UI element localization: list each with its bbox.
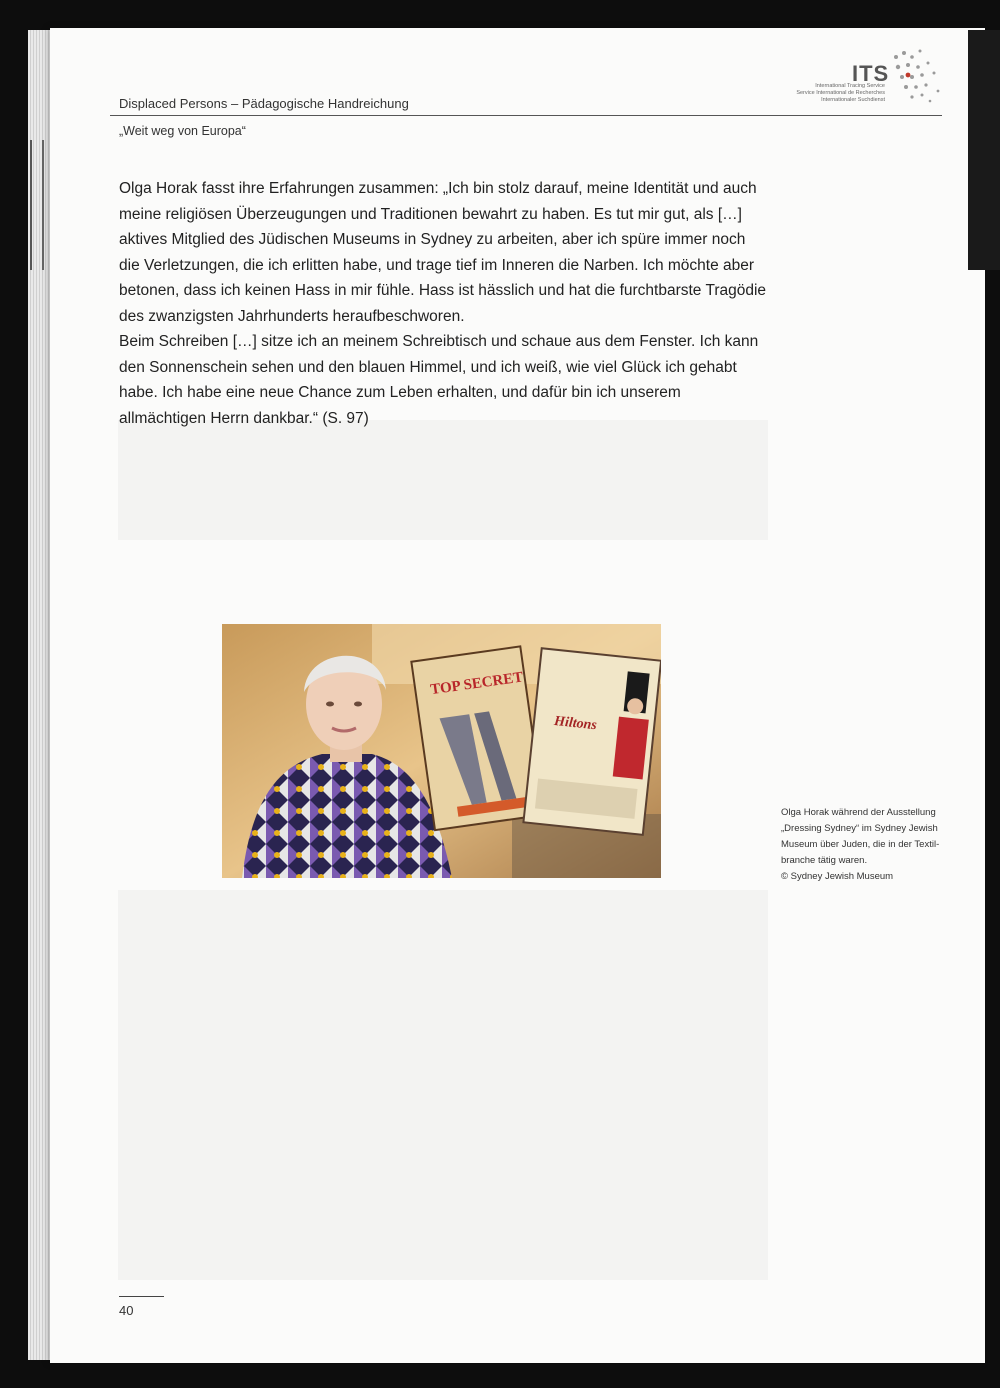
section-title: „Weit weg von Europa“ xyxy=(119,124,246,138)
background-strip xyxy=(968,30,1000,270)
show-through-block xyxy=(118,420,768,540)
page-number: 40 xyxy=(119,1303,134,1318)
show-through-block xyxy=(118,890,768,1280)
caption-credit: © Sydney Jewish Museum xyxy=(781,871,894,882)
logo-line-2: Service International de Recherches xyxy=(796,90,885,96)
poster2-title: Hiltons xyxy=(553,713,598,734)
photo-caption xyxy=(781,805,956,885)
caption-line: Museum über Juden, die in der Textil- xyxy=(781,839,940,850)
caption-line: Olga Horak während der Ausstellung xyxy=(781,807,936,818)
dot-pattern-icon xyxy=(888,45,948,110)
logo-line-3: Internationaler Suchdienst xyxy=(821,97,885,103)
running-header: Displaced Persons – Pädagogische Handreichung xyxy=(119,96,409,111)
its-logo xyxy=(770,45,945,115)
body-text xyxy=(119,176,769,431)
background-strip xyxy=(985,270,1000,1360)
photo-olga-horak xyxy=(222,624,661,878)
caption-line: branche tätig waren. xyxy=(781,855,868,866)
header-rule xyxy=(110,115,942,116)
photo-illustration xyxy=(222,624,661,878)
footer-rule xyxy=(119,1296,164,1297)
paragraph: Olga Horak fasst ihre Erfahrungen zusammen: „Ich bin stolz darauf, meine Identität und auch meine religiösen Überzeugungen und Traditionen bewahrt zu haben. Es tut mir gut, als […] aktives Mitglied des Jüdischen Museums in Sydney zu arbeiten, aber ich spüre immer noch die Verletzungen, die ich erlitten habe, und trage tief im Inneren die Narben. Ich möchte aber betonen, dass ich keinen Hass in mir fühle. Hass ist hässlich und hat die furchtbarste Tragödie des zwanzigsten Jahrhunderts heraufbeschworen. xyxy=(119,180,767,325)
logo-line-1: International Tracing Service xyxy=(815,83,885,89)
poster1-title: TOP SECRET xyxy=(429,669,525,699)
logo-mark: ITS xyxy=(852,61,890,86)
caption-line: „Dressing Sydney“ im Sydney Jewish xyxy=(781,823,938,834)
spine-marks xyxy=(30,140,44,270)
paragraph: Beim Schreiben […] sitze ich an meinem Schreibtisch und schaue aus dem Fenster. Ich kann den Sonnenschein sehen und den blauen Himmel, und ich weiß, wie viel Glück ich gehabt habe. Ich habe eine neue Chance zum Leben erhalten, und dafür bin ich unserem allmächtigen Herrn dankbar.“ (S. 97) xyxy=(119,333,759,427)
